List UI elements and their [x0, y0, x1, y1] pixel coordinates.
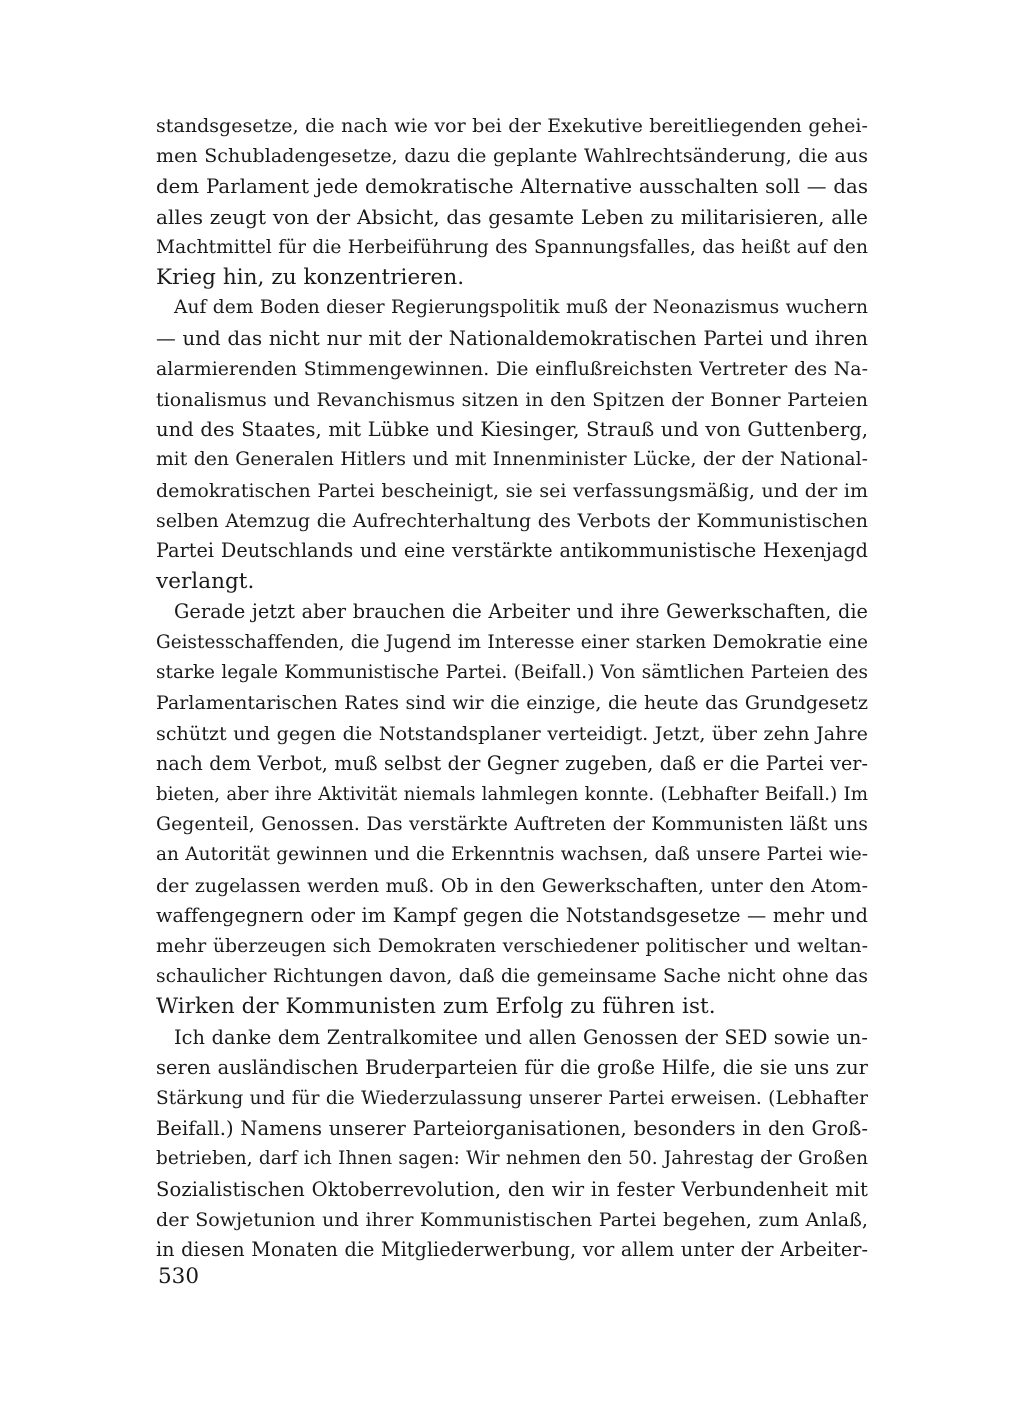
text-line: in diesen Monaten die Mitgliederwerbung, vor allem unter der Arbeiter-: [156, 1238, 868, 1262]
paragraph-4: [156, 1023, 868, 1266]
text-line: dem Parlament jede demokratische Alternative ausschalten soll — das: [156, 174, 868, 198]
text-line: Sozialistischen Oktoberrevolution, den wir in fester Verbundenheit mit: [156, 1177, 868, 1201]
text-line: demokratischen Partei bescheinigt, sie sei verfassungsmäßig, und der im: [156, 479, 868, 502]
text-line: nach dem Verbot, muß selbst der Gegner zugeben, daß er die Partei ver-: [156, 752, 868, 776]
text-line: Parlamentarischen Rates sind wir die einzige, die heute das Grundgesetz: [156, 692, 868, 715]
text-line: betrieben, darf ich Ihnen sagen: Wir nehmen den 50. Jahrestag der Großen: [156, 1148, 868, 1170]
text-line: mehr überzeugen sich Demokraten verschiedener politischer und weltan-: [156, 935, 868, 957]
text-line: der Sowjetunion und ihrer Kommunistischen Partei begehen, zum Anlaß,: [156, 1209, 868, 1232]
text-line: Geistesschaffenden, die Jugend im Interesse einer starken Demokratie eine: [156, 631, 868, 653]
text-line: und des Staates, mit Lübke und Kiesinger, Strauß und von Guttenberg,: [156, 417, 868, 441]
text-line: Auf dem Boden dieser Regierungspolitik muß der Neonazismus wuchern: [174, 297, 868, 319]
text-line: selben Atemzug die Aufrechterhaltung des Verbots der Kommunistischen: [156, 510, 868, 533]
text-line: waffengegnern oder im Kampf gegen die Notstandsgesetze — mehr und: [156, 904, 868, 928]
text-line: verlangt.: [156, 568, 255, 594]
text-line: tionalismus und Revanchismus sitzen in den Spitzen der Bonner Parteien: [156, 388, 868, 411]
text-line: mit den Generalen Hitlers und mit Innenminister Lücke, der der National-: [156, 449, 868, 471]
text-line: schützt und gegen die Notstandsplaner verteidigt. Jetzt, über zehn Jahre: [156, 722, 868, 745]
text-line: Gerade jetzt aber brauchen die Arbeiter und ihre Gewerkschaften, die: [174, 600, 868, 624]
text-line: Machtmittel für die Herbeiführung des Spannungsfalles, das heißt auf den: [156, 236, 868, 258]
page-number: 530: [158, 1264, 200, 1289]
text-line: seren ausländischen Bruderparteien für die große Hilfe, die sie uns zur: [156, 1056, 868, 1080]
text-line: standsgesetze, die nach wie vor bei der Exekutive bereitliegenden gehei-: [156, 115, 868, 137]
text-line: Wirken der Kommunisten zum Erfolg zu führen ist.: [156, 994, 716, 1020]
text-line: Beifall.) Namens unserer Parteiorganisationen, besonders in den Groß-: [156, 1116, 868, 1140]
text-line: Krieg hin, zu konzentrieren.: [156, 264, 465, 290]
text-line: Stärkung und für die Wiederzulassung unserer Partei erweisen. (Lebhafter: [156, 1087, 868, 1109]
body-text: [156, 111, 868, 1266]
paragraph-2: [156, 293, 868, 597]
text-line: Ich danke dem Zentralkomitee und allen Genossen der SED sowie un-: [174, 1025, 868, 1049]
text-line: Partei Deutschlands und eine verstärkte antikommunistische Hexenjagd: [156, 539, 868, 563]
text-line: men Schubladengesetze, dazu die geplante Wahlrechtsänderung, die aus: [156, 145, 868, 168]
text-line: schaulicher Richtungen davon, daß die gemeinsame Sache nicht ohne das: [156, 965, 868, 987]
text-line: alarmierenden Stimmengewinnen. Die einflußreichsten Vertreter des Na-: [156, 358, 868, 381]
text-line: an Autorität gewinnen und die Erkenntnis wachsen, daß unsere Partei wie-: [156, 844, 868, 866]
text-line: starke legale Kommunistische Partei. (Beifall.) Von sämtlichen Parteien des: [156, 662, 868, 684]
text-line: alles zeugt von der Absicht, das gesamte Leben zu militarisieren, alle: [156, 205, 868, 230]
text-line: bieten, aber ihre Aktivität niemals lahmlegen konnte. (Lebhafter Beifall.) Im: [156, 783, 868, 805]
text-line: Gegenteil, Genossen. Das verstärkte Auftreten der Kommunisten läßt uns: [156, 813, 868, 835]
paragraph-1: [156, 111, 868, 293]
text-line: — und das nicht nur mit der Nationaldemokratischen Partei und ihren: [156, 326, 868, 350]
text-line: der zugelassen werden muß. Ob in den Gewerkschaften, unter den Atom-: [156, 874, 868, 897]
paragraph-3: [156, 597, 868, 1022]
